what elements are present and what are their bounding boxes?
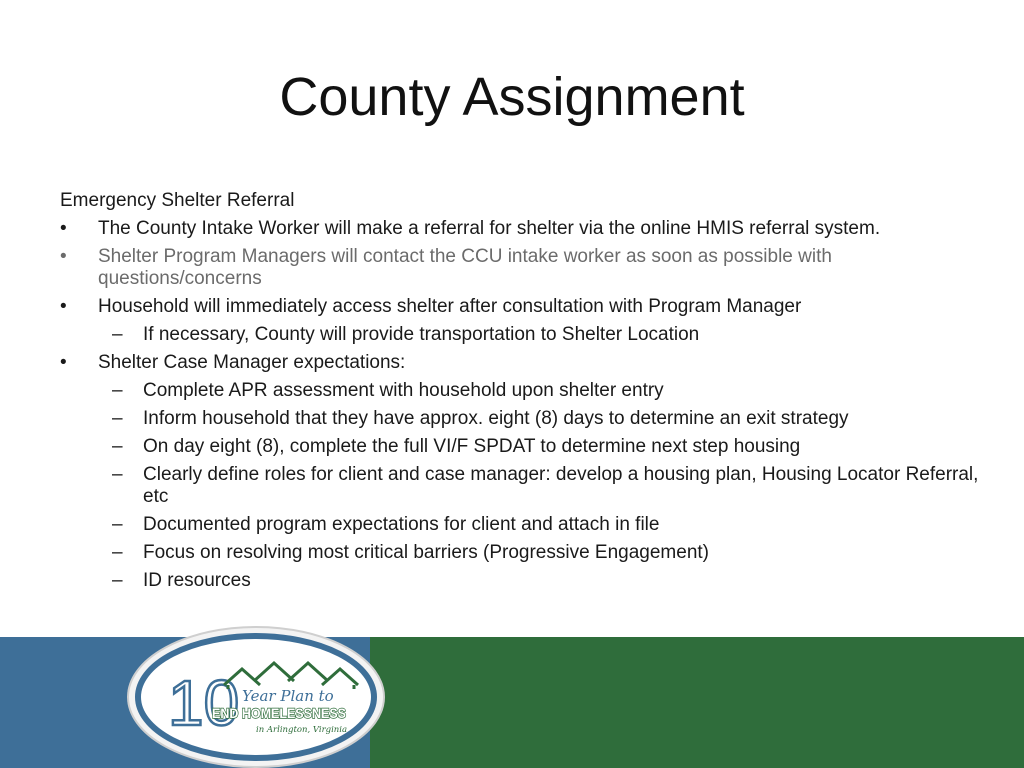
section-heading: Emergency Shelter Referral (60, 190, 295, 211)
dash-marker: – (112, 324, 123, 345)
logo-line-1: Year Plan to (242, 687, 334, 705)
sub-bullet-item (60, 570, 980, 592)
sub-bullet-item (60, 380, 980, 402)
footer-green-band (370, 637, 1024, 768)
sub-bullet-text: ID resources (143, 570, 251, 591)
sub-bullet-item (60, 324, 980, 346)
bullet-text: Household will immediately access shelter after consultation with Program Manager (98, 296, 802, 317)
sub-bullet-text: If necessary, County will provide transportation to Shelter Location (143, 324, 700, 345)
dash-marker: – (112, 380, 123, 401)
dash-marker: – (112, 570, 123, 591)
logo-number: 10 (168, 667, 240, 739)
sub-bullet-text: Complete APR assessment with household upon shelter entry (143, 380, 664, 401)
slide-body (60, 190, 980, 598)
sub-bullet-text: Documented program expectations for client and attach in file (143, 514, 660, 535)
bullet-marker: • (60, 352, 67, 373)
dash-marker: – (112, 408, 123, 429)
organization-logo (124, 625, 388, 768)
dash-marker: – (112, 542, 123, 563)
sub-bullet-item (60, 408, 980, 430)
logo-line-3: in Arlington, Virginia (256, 725, 348, 735)
dash-marker: – (112, 436, 123, 457)
sub-bullet-item (60, 464, 980, 508)
sub-bullet-text: On day eight (8), complete the full VI/F SPDAT to determine next step housing (143, 436, 801, 457)
sub-bullet-item (60, 514, 980, 536)
bullet-marker: • (60, 296, 67, 317)
bullet-item (60, 218, 980, 240)
sub-bullet-item (60, 436, 980, 458)
sub-bullet-item (60, 542, 980, 564)
logo-line-2: END HOMELESSNESS (212, 705, 346, 721)
bullet-marker: • (60, 218, 67, 239)
bullet-text: The County Intake Worker will make a referral for shelter via the online HMIS referral system. (98, 218, 881, 239)
bullet-text: Shelter Program Managers will contact the CCU intake worker as soon as possible with questions/concerns (98, 246, 832, 289)
bullet-marker: • (60, 246, 67, 267)
sub-bullet-text: Inform household that they have approx. eight (8) days to determine an exit strategy (143, 408, 849, 429)
sub-bullet-text: Clearly define roles for client and case manager: develop a housing plan, Housing Locator Referral, etc (143, 464, 979, 507)
bullet-item (60, 352, 980, 374)
slide-title: County Assignment (279, 67, 745, 127)
dash-marker: – (112, 514, 123, 535)
bullet-item (60, 246, 980, 290)
sub-bullet-text: Focus on resolving most critical barriers (Progressive Engagement) (143, 542, 709, 563)
dash-marker: – (112, 464, 123, 485)
bullet-text: Shelter Case Manager expectations: (98, 352, 406, 373)
bullet-item (60, 296, 980, 318)
